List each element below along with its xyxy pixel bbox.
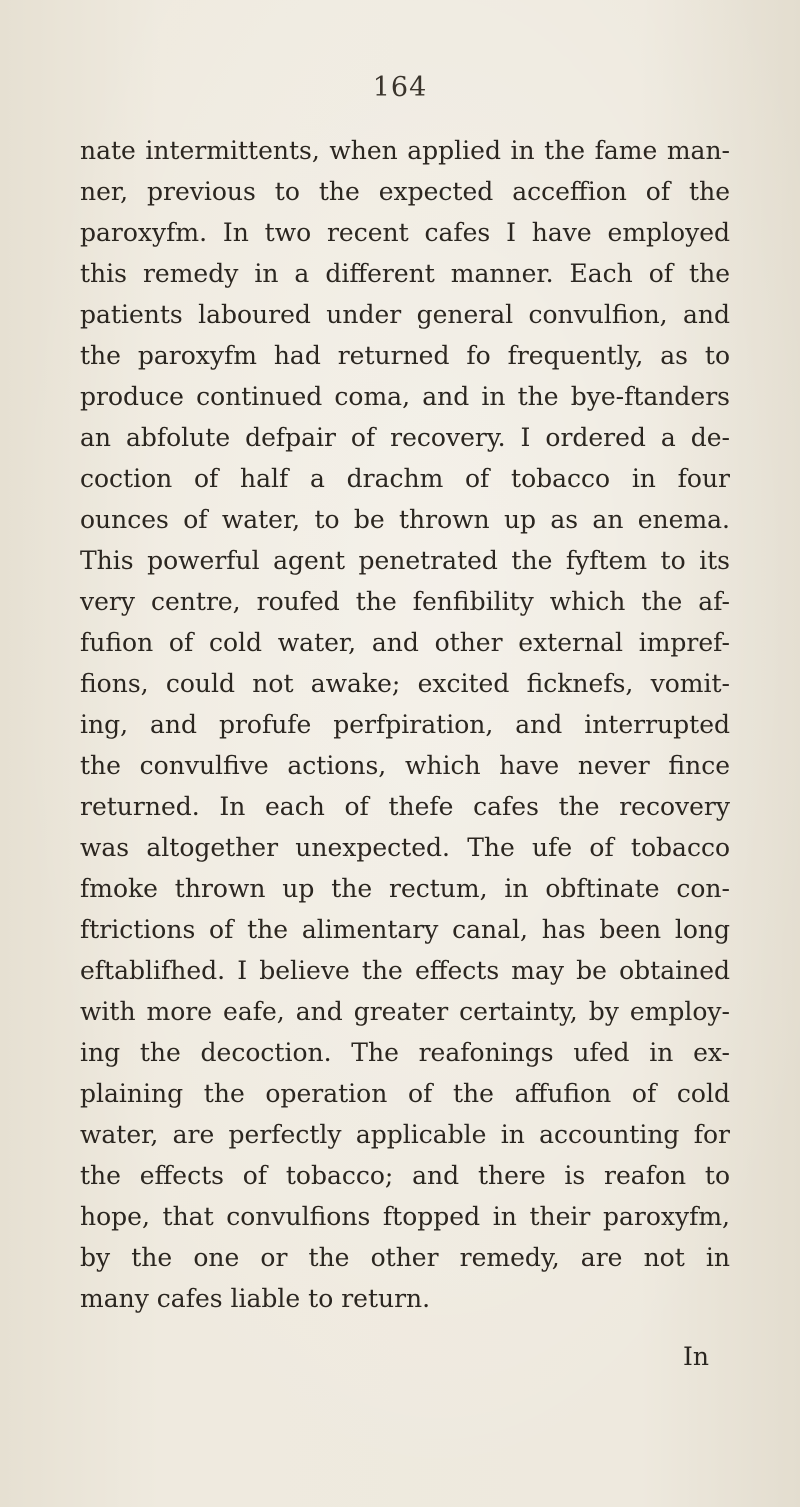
text-line: the effects of tobacco; and there is reafon to	[80, 1161, 730, 1190]
text-line: ounces of water, to be thrown up as an enema.	[80, 505, 730, 534]
text-line: an abfolute defpair of recovery. I ordered a de-	[80, 423, 730, 452]
text-line: very centre, roufed the fenfibility which the af-	[80, 587, 730, 616]
text-line: water, are perfectly applicable in accounting for	[80, 1120, 730, 1149]
text-line: ing, and profufe perfpiration, and interrupted	[80, 710, 730, 739]
text-line: fions, could not awake; excited ficknefs, vomit-	[80, 669, 730, 698]
text-line: ftrictions of the alimentary canal, has been long	[80, 915, 730, 944]
text-line: plaining the operation of the affufion of cold	[80, 1079, 730, 1108]
text-line: This powerful agent penetrated the fyftem to its	[80, 546, 730, 575]
text-line: fmoke thrown up the rectum, in obftinate con-	[80, 874, 730, 903]
text-line: nate intermittents, when applied in the fame man-	[80, 136, 730, 165]
page-number: 164	[372, 72, 428, 103]
text-line: produce continued coma, and in the bye-ftanders	[80, 382, 730, 411]
text-line: hope, that convulfions ftopped in their paroxyfm,	[80, 1202, 730, 1231]
text-line: eftablifhed. I believe the effects may be obtained	[80, 956, 730, 985]
text-line: with more eafe, and greater certainty, by employ-	[80, 997, 730, 1026]
text-line: fufion of cold water, and other external impref-	[80, 628, 730, 657]
text-line: returned. In each of thefe cafes the recovery	[80, 792, 730, 821]
text-line: patients laboured under general convulfion, and	[80, 300, 730, 329]
text-line: paroxyfm. In two recent cafes I have employed	[80, 218, 730, 247]
text-line: was altogether unexpected. The ufe of tobacco	[80, 833, 730, 862]
text-line: many cafes liable to return.	[80, 1284, 431, 1313]
text-line: ing the decoction. The reafonings ufed in ex-	[80, 1038, 730, 1067]
catchword: In	[683, 1342, 709, 1371]
text-line: by the one or the other remedy, are not in	[80, 1243, 730, 1272]
text-line: ner, previous to the expected acceffion of the	[80, 177, 730, 206]
text-line: coction of half a drachm of tobacco in four	[80, 464, 730, 493]
text-line: the paroxyfm had returned fo frequently, as to	[80, 341, 730, 370]
text-line: the convulfive actions, which have never fince	[80, 751, 730, 780]
text-line: this remedy in a different manner. Each of the	[80, 259, 730, 288]
